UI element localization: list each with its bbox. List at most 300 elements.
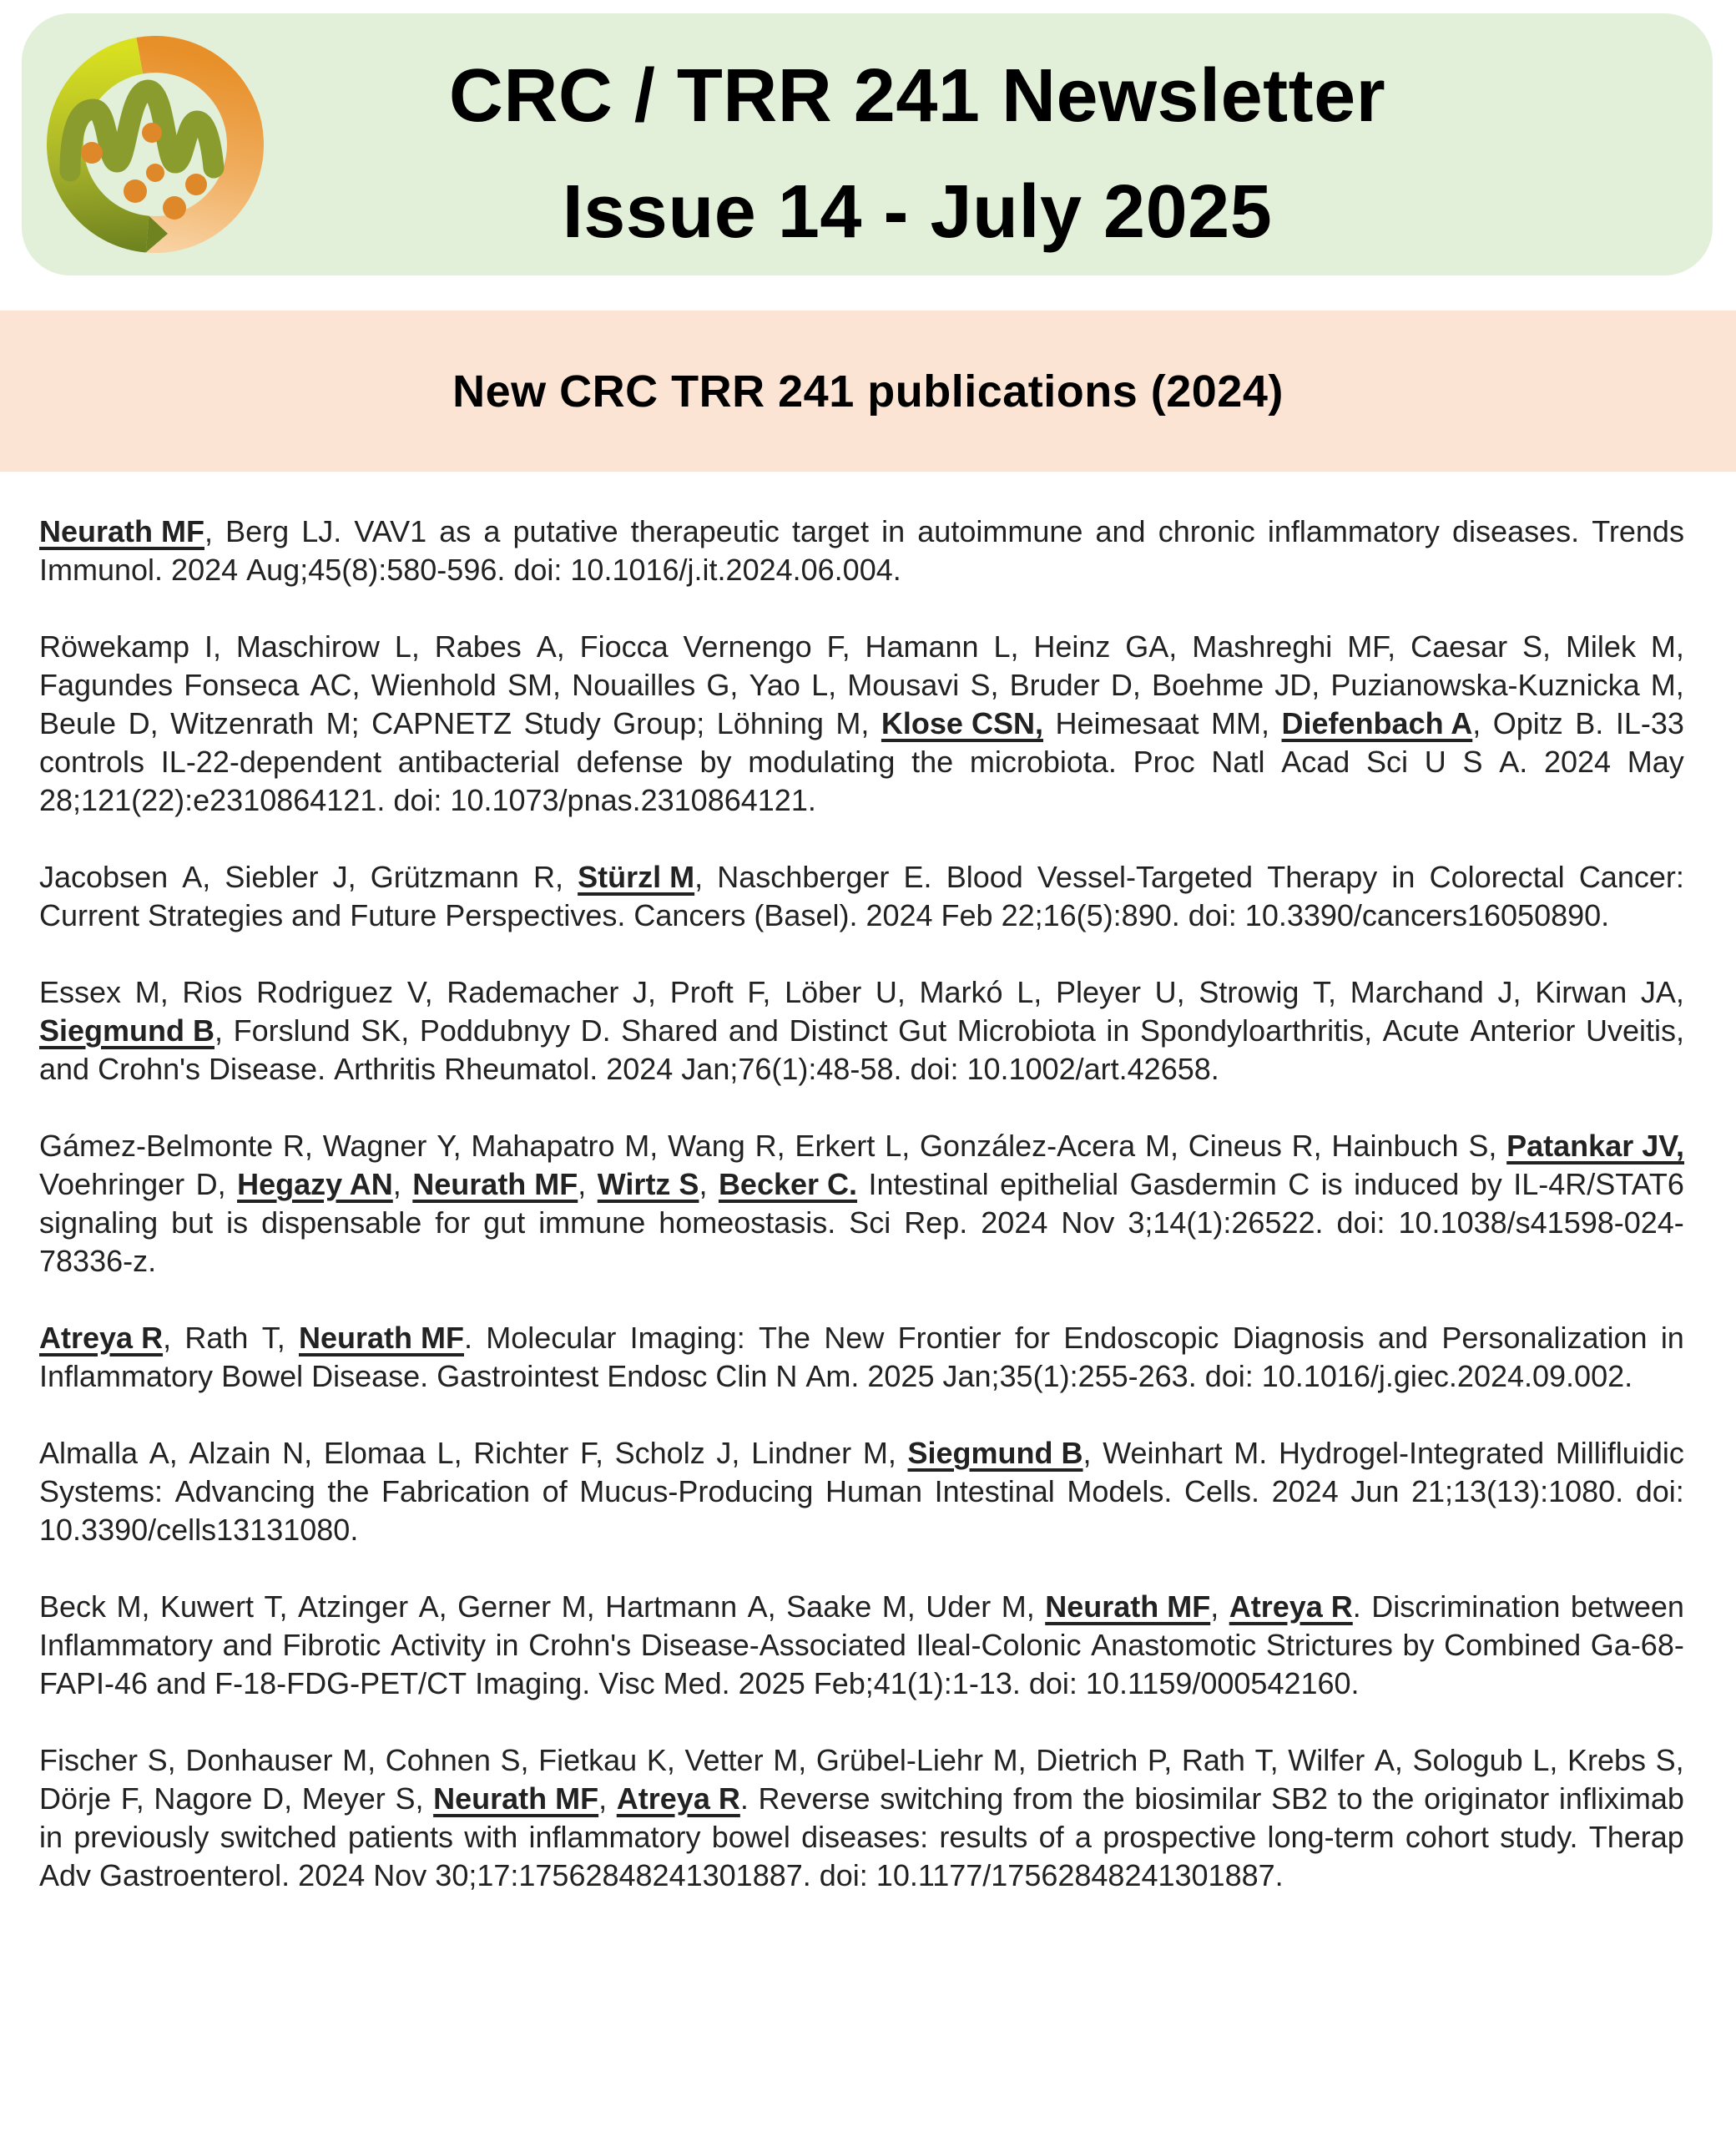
word-token: Rep. <box>904 1205 968 1240</box>
newsletter-title: CRC / TRR 241 Newsletter <box>448 54 1386 138</box>
newsletter-title-block <box>264 13 1713 270</box>
word-token: V, <box>406 975 433 1009</box>
word-token: Jan;35(1):255-263. <box>942 1359 1197 1393</box>
word-token: Rath <box>184 1321 249 1355</box>
word-token: Blood <box>946 860 1023 894</box>
word-token: Beule <box>39 706 117 740</box>
word-token: 10.3390/cells13131080. <box>39 1513 359 1547</box>
member-author-highlight: Neurath MF <box>298 1321 464 1355</box>
word-token: Bowel <box>221 1359 304 1393</box>
word-token: Personalization <box>1441 1321 1648 1355</box>
word-token: L, <box>993 629 1019 664</box>
crc-trr241-logo-graphic <box>47 36 264 253</box>
word-token: Nov <box>373 1858 427 1892</box>
word-token: Wirtz S, <box>597 1167 708 1201</box>
word-token: S, <box>147 1743 176 1777</box>
publication-line <box>39 897 1684 935</box>
word-token: Essex <box>39 975 122 1009</box>
word-token: signaling <box>39 1205 159 1240</box>
member-author-highlight: Becker C. <box>718 1167 858 1201</box>
word-token: R, <box>282 1129 313 1163</box>
word-token: Rheumatol. <box>444 1052 598 1086</box>
word-token: Grützmann <box>370 860 519 894</box>
word-token: 21;13(13):1080. <box>1410 1474 1624 1508</box>
word-token: R, <box>754 1129 785 1163</box>
word-token: Molecular <box>486 1321 617 1355</box>
word-token: M, <box>881 1589 916 1624</box>
word-token: by <box>1402 1628 1435 1662</box>
word-token: Kuwert <box>160 1589 255 1624</box>
word-token: putative <box>512 514 618 548</box>
word-token: Heinz <box>1033 629 1111 664</box>
word-token: Röwekamp <box>39 629 190 664</box>
word-token: N <box>775 1359 798 1393</box>
word-token: Hegazy AN, <box>237 1167 401 1201</box>
word-token: in <box>495 1628 519 1662</box>
word-token: Wilfer <box>1288 1743 1365 1777</box>
word-token: N, <box>282 1436 313 1470</box>
word-token: S, <box>1468 1129 1497 1163</box>
word-token: M, <box>624 1129 659 1163</box>
word-token: Visc <box>598 1666 655 1700</box>
word-token: Therapy <box>1267 860 1378 894</box>
word-token: Neurath MF, <box>433 1781 608 1816</box>
word-token: Milek <box>1565 629 1636 664</box>
word-token: IL-22-dependent <box>160 745 382 779</box>
member-author-highlight: Patankar JV, <box>1506 1129 1684 1163</box>
word-token: and <box>728 1013 779 1048</box>
word-token: S, <box>395 1781 424 1816</box>
word-token: Siegmund B, <box>907 1436 1092 1470</box>
word-token: IL-33 <box>1615 706 1684 740</box>
word-token: to <box>1337 1781 1363 1816</box>
word-token: controls <box>39 745 145 779</box>
word-token: Grübel-Liehr <box>815 1743 983 1777</box>
word-token: Models. <box>1067 1474 1173 1508</box>
word-token: D, <box>1110 668 1141 702</box>
word-token: microbiota. <box>969 745 1117 779</box>
word-token: 78336-z. <box>39 1244 157 1278</box>
word-token: defense <box>576 745 684 779</box>
word-token: Caesar <box>1410 629 1508 664</box>
word-token: Gámez-Belmonte <box>39 1129 274 1163</box>
word-token: doi: <box>1336 1205 1385 1240</box>
word-token: doi: <box>393 783 442 817</box>
word-token: M, <box>773 1743 807 1777</box>
word-token: Weinhart <box>1103 1436 1223 1470</box>
word-token: Fietkau <box>538 1743 638 1777</box>
member-author-highlight: Wirtz S <box>597 1167 699 1201</box>
word-token: 2025 <box>738 1666 805 1700</box>
publication-line <box>39 513 1684 551</box>
word-token: M, <box>1650 668 1684 702</box>
word-token: L, <box>811 668 837 702</box>
word-token: in <box>881 514 906 548</box>
word-token: Proc <box>1133 745 1195 779</box>
word-token: Immunol. <box>39 553 164 587</box>
word-token: and <box>291 898 342 932</box>
word-token: but <box>171 1205 214 1240</box>
word-token: the <box>327 1474 370 1508</box>
word-token: A, <box>536 629 565 664</box>
publication-line <box>39 1473 1684 1511</box>
word-token: Naschberger <box>717 860 890 894</box>
word-token: Strategies <box>148 898 284 932</box>
publication-line <box>39 705 1684 743</box>
word-token: Disease-Associated <box>640 1628 906 1662</box>
word-token: Acute <box>1382 1013 1460 1048</box>
word-token: Current <box>39 898 140 932</box>
newsletter-issue: Issue 14 - July 2025 <box>562 170 1273 254</box>
word-token: F, <box>747 975 771 1009</box>
word-token: Witzenrath <box>170 706 315 740</box>
word-token: Reverse <box>758 1781 871 1816</box>
publication-line <box>39 1857 1684 1895</box>
word-token: 10.1038/s41598-024- <box>1398 1205 1684 1240</box>
word-token: Saake <box>786 1589 872 1624</box>
word-token: A, <box>747 1589 776 1624</box>
word-token: 10.1073/pnas.2310864121. <box>450 783 816 817</box>
word-token: Intestinal <box>934 1474 1055 1508</box>
word-token: Gasdermin <box>1129 1167 1277 1201</box>
word-token: LJ. <box>301 514 342 548</box>
word-token: prospective <box>1103 1820 1257 1854</box>
word-token: M, <box>116 1589 150 1624</box>
word-token: (Basel). <box>754 898 858 932</box>
member-author-highlight: Atreya R <box>616 1781 740 1816</box>
word-token: SK, <box>361 1013 410 1048</box>
word-token: with <box>464 1820 518 1854</box>
word-token: Vetter <box>684 1743 764 1777</box>
word-token: modulating <box>748 745 896 779</box>
word-token: Neurath MF. <box>298 1321 472 1355</box>
word-token: Proft <box>669 975 734 1009</box>
word-token: 2024 <box>981 1205 1048 1240</box>
word-token: A, <box>149 1436 178 1470</box>
word-token: Strictures <box>1265 1628 1393 1662</box>
word-token: antibacterial <box>397 745 560 779</box>
word-token: Mousavi <box>847 668 960 702</box>
word-token: Mashreghi <box>1192 629 1333 664</box>
word-token: Arthritis <box>334 1052 437 1086</box>
publication-line <box>39 1741 1684 1780</box>
word-token: Hydrogel-Integrated <box>1278 1436 1545 1470</box>
word-token: Atzinger <box>298 1589 409 1624</box>
word-token: is <box>226 1205 249 1240</box>
word-token: patients <box>347 1820 453 1854</box>
word-token: Siebler <box>225 860 319 894</box>
word-token: P, <box>1147 1743 1173 1777</box>
word-token: Y, <box>437 1129 462 1163</box>
word-token: 2024 <box>171 553 239 587</box>
word-token: Fibrotic <box>282 1628 381 1662</box>
word-token: dispensable <box>261 1205 422 1240</box>
word-token: Donhauser <box>185 1743 333 1777</box>
member-author-highlight: Neurath MF <box>412 1167 578 1201</box>
word-token: of <box>1038 1820 1064 1854</box>
word-token: Med. <box>663 1666 730 1700</box>
word-token: L, <box>885 1129 911 1163</box>
word-token: and <box>1378 1321 1429 1355</box>
word-token: diseases. <box>1452 514 1580 548</box>
word-token: by <box>699 745 732 779</box>
word-token: 10.1177/17562848241301887. <box>876 1858 1284 1892</box>
word-token: in <box>1106 1013 1130 1048</box>
word-token: doi: <box>910 1052 959 1086</box>
publication-line <box>39 1050 1684 1089</box>
publication-line <box>39 1511 1684 1549</box>
word-token: in <box>1391 860 1416 894</box>
word-token: D. <box>580 1013 611 1048</box>
word-token: Elomaa <box>323 1436 426 1470</box>
word-token: Rodriguez <box>256 975 394 1009</box>
word-token: Frontier <box>897 1321 1002 1355</box>
word-token: Adv <box>39 1858 92 1892</box>
word-token: Gut <box>898 1013 947 1048</box>
word-token: as <box>439 514 472 548</box>
word-token: Sologub <box>1412 1743 1523 1777</box>
word-token: S <box>1462 745 1483 779</box>
word-token: L, <box>437 1436 462 1470</box>
word-token: Fischer <box>39 1743 139 1777</box>
word-token: Spondyloarthritis, <box>1139 1013 1373 1048</box>
word-token: Ileal-Colonic <box>916 1628 1082 1662</box>
word-token: Wienhold <box>371 668 497 702</box>
word-token: Cineus <box>1188 1129 1282 1163</box>
word-token: A, <box>1374 1743 1403 1777</box>
word-token: Vernengo <box>683 629 812 664</box>
word-token: Cohnen <box>385 1743 491 1777</box>
word-token: Fabrication <box>381 1474 531 1508</box>
word-token: Neurath MF, <box>412 1167 587 1201</box>
word-token: Opitz <box>1492 706 1563 740</box>
word-token: AC, <box>310 668 361 702</box>
word-token: Colorectal <box>1429 860 1565 894</box>
word-token: Therap <box>1588 1820 1684 1854</box>
word-token: Fiocca <box>579 629 669 664</box>
word-token: GA, <box>1125 629 1178 664</box>
publication-line <box>39 1818 1684 1857</box>
word-token: M. <box>1234 1436 1268 1470</box>
word-token: Perspectives. <box>445 898 626 932</box>
word-token: Cancer: <box>1578 860 1684 894</box>
word-token: SB2 <box>1271 1781 1329 1816</box>
word-token: Poddubnyy <box>419 1013 570 1048</box>
word-token: Jan;76(1):48-58. <box>681 1052 902 1086</box>
word-token: Fonseca <box>184 668 300 702</box>
word-token: Fagundes <box>39 668 174 702</box>
word-token: 28;121(22):e2310864121. <box>39 783 386 817</box>
publication-line <box>39 1434 1684 1473</box>
publication-line <box>39 1165 1684 1204</box>
word-token: and <box>156 1666 207 1700</box>
word-token: Strowig <box>1199 975 1299 1009</box>
word-token: Sci <box>849 1205 891 1240</box>
word-token: JA, <box>1640 975 1684 1009</box>
word-token: Lindner <box>751 1436 852 1470</box>
word-token: T, <box>261 1321 285 1355</box>
word-token: 2024 <box>1543 745 1612 779</box>
word-token: Beck <box>39 1589 107 1624</box>
word-token: Vessel-Targeted <box>1037 860 1254 894</box>
member-author-highlight: Stürzl M <box>578 860 695 894</box>
word-token: Löhning <box>716 706 824 740</box>
word-token: homeostasis. <box>659 1205 836 1240</box>
word-token: for <box>435 1205 471 1240</box>
word-token: M, <box>561 1589 595 1624</box>
word-token: for <box>1014 1321 1050 1355</box>
word-token: Group; <box>613 706 705 740</box>
word-token: Heimesaat <box>1055 706 1199 740</box>
word-token: Marchand <box>1350 975 1484 1009</box>
word-token: Intestinal <box>868 1167 989 1201</box>
word-token: SM, <box>507 668 561 702</box>
word-token: Ga-68- <box>1590 1628 1684 1662</box>
word-token: González-Acera <box>920 1129 1136 1163</box>
word-token: Nouailles <box>572 668 696 702</box>
publication-line <box>39 973 1684 1012</box>
word-token: Gerner <box>457 1589 552 1624</box>
word-token: S, <box>500 1743 529 1777</box>
word-token: IL-4R/STAT6 <box>1513 1167 1684 1201</box>
word-token: results <box>939 1820 1028 1854</box>
publication-line <box>39 628 1684 666</box>
word-token: infliximab <box>1558 1781 1684 1816</box>
word-token: R, <box>532 860 563 894</box>
word-token: Sci <box>1365 745 1408 779</box>
word-token: Atreya R. <box>616 1781 749 1816</box>
word-token: biosimilar <box>1134 1781 1262 1816</box>
word-token: immune <box>538 1205 646 1240</box>
word-token: The <box>758 1321 811 1355</box>
word-token: I, <box>204 629 221 664</box>
word-token: MM, <box>1211 706 1270 740</box>
word-token: Dietrich <box>1036 1743 1138 1777</box>
word-token: the <box>1082 1781 1125 1816</box>
word-token: Scholz <box>614 1436 705 1470</box>
word-token: A, <box>418 1589 447 1624</box>
word-token: autoimmune <box>917 514 1083 548</box>
word-token: C <box>1288 1167 1310 1201</box>
word-token: J, <box>1497 975 1522 1009</box>
publication-line <box>39 551 1684 589</box>
word-token: of <box>542 1474 568 1508</box>
word-token: Hartmann <box>605 1589 738 1624</box>
word-token: D, <box>262 1781 293 1816</box>
word-token: CAPNETZ <box>371 706 512 740</box>
word-token: Future <box>350 898 437 932</box>
section-banner <box>0 311 1736 472</box>
word-token: K, <box>646 1743 675 1777</box>
word-token: the <box>1372 1781 1415 1816</box>
word-token: Forslund <box>233 1013 351 1048</box>
word-token: Puzianowska-Kuznicka <box>1330 668 1640 702</box>
word-token: Am. <box>805 1359 860 1393</box>
word-token: M, <box>1650 629 1684 664</box>
word-token: T, <box>1254 1743 1279 1777</box>
word-token: Inflammatory <box>39 1359 214 1393</box>
publication-line <box>39 1665 1684 1703</box>
word-token: is <box>1320 1167 1343 1201</box>
word-token: M, <box>1001 1589 1035 1624</box>
word-token: a <box>1074 1820 1092 1854</box>
word-token: Disease. <box>311 1359 429 1393</box>
word-token: 30;17:17562848241301887. <box>435 1858 811 1892</box>
word-token: previously <box>73 1820 209 1854</box>
member-author-highlight: Atreya R <box>39 1321 164 1355</box>
word-token: L, <box>1017 975 1042 1009</box>
word-token: S, <box>970 668 999 702</box>
word-token: long-term <box>1267 1820 1395 1854</box>
word-token: Distinct <box>789 1013 888 1048</box>
publication-entry <box>39 1319 1684 1396</box>
crc-trr241-logo <box>47 36 264 253</box>
word-token: Erkert <box>795 1129 876 1163</box>
word-token: Jacobsen <box>39 860 169 894</box>
publication-line <box>39 1204 1684 1242</box>
word-token: Stürzl M, <box>578 860 704 894</box>
word-token: Maschirow <box>235 629 380 664</box>
word-token: Microbiota <box>956 1013 1096 1048</box>
member-author-highlight: Klose CSN, <box>881 706 1043 740</box>
word-token: F, <box>579 1436 603 1470</box>
word-token: Atreya R, <box>39 1321 172 1355</box>
word-token: Crohn's <box>528 1628 632 1662</box>
word-token: 10.1159/000542160. <box>1085 1666 1360 1700</box>
member-author-highlight: Hegazy AN <box>237 1167 393 1201</box>
word-token: M; <box>326 706 360 740</box>
word-token: Nagore <box>154 1781 253 1816</box>
word-token: Advancing <box>174 1474 315 1508</box>
word-token: Inflammatory <box>39 1628 214 1662</box>
word-token: doi: <box>819 1858 868 1892</box>
word-token: study. <box>1500 1820 1578 1854</box>
word-token: S, <box>1655 1743 1684 1777</box>
word-token: Combined <box>1444 1628 1582 1662</box>
word-token: Study <box>523 706 601 740</box>
word-token: 2024 <box>606 1052 674 1086</box>
word-token: 10.1002/art.42658. <box>966 1052 1219 1086</box>
word-token: Krebs <box>1567 1743 1647 1777</box>
word-token: gut <box>483 1205 526 1240</box>
word-token <box>719 1165 857 1204</box>
word-token: between <box>1570 1589 1684 1624</box>
word-token: Alzain <box>189 1436 271 1470</box>
publication-line <box>39 781 1684 820</box>
section-heading: New CRC TRR 241 publications (2024) <box>452 366 1284 417</box>
word-token: Endoscopic <box>1063 1321 1219 1355</box>
word-token: Clin <box>715 1359 768 1393</box>
word-token: VAV1 <box>354 514 427 548</box>
word-token: Rios <box>182 975 243 1009</box>
word-token: New <box>824 1321 885 1355</box>
publication-line <box>39 1780 1684 1818</box>
publication-line <box>39 858 1684 897</box>
word-token: switched <box>220 1820 337 1854</box>
word-token: U, <box>1154 975 1185 1009</box>
word-token: Human <box>825 1474 923 1508</box>
word-token: M, <box>342 1743 376 1777</box>
word-token: Mahapatro <box>471 1129 615 1163</box>
word-token: 10.1016/j.giec.2024.09.002. <box>1261 1359 1633 1393</box>
word-token: Dörje <box>39 1781 112 1816</box>
publication-line <box>39 1012 1684 1050</box>
word-token: R, <box>1291 1129 1322 1163</box>
member-author-highlight: Siegmund B <box>907 1436 1083 1470</box>
word-token: doi: <box>513 553 563 587</box>
publication-line <box>39 1127 1684 1165</box>
word-token: Imaging. <box>475 1666 591 1700</box>
